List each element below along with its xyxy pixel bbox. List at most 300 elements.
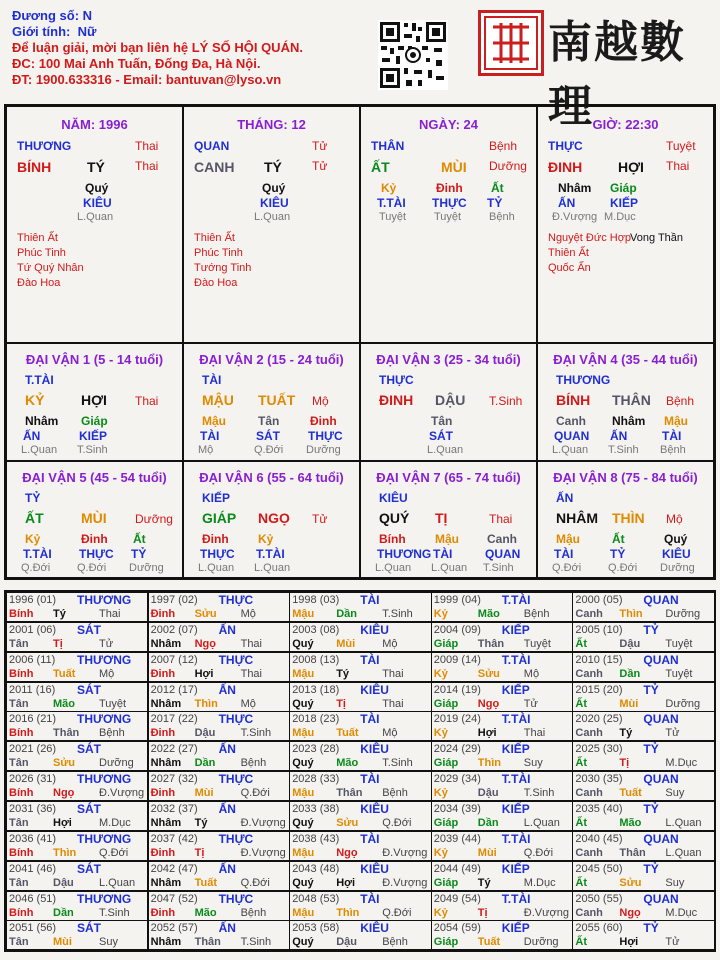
year-stem: Bính: [9, 906, 34, 919]
year-cell: [289, 652, 431, 682]
dai-van-stem: MẬU: [202, 392, 234, 408]
year-state: Đ.Vượng: [240, 816, 286, 829]
year-god: SÁT: [77, 742, 101, 757]
year-cell: [572, 741, 714, 771]
year-stem: Quý: [292, 816, 314, 829]
year-stem: Bính: [9, 667, 34, 680]
year-state: L.Quan: [665, 816, 702, 829]
hidden-state: Q.Đới: [77, 562, 107, 574]
year-state: M.Dục: [665, 906, 698, 919]
year-god: ẤN: [218, 801, 236, 816]
year-state: L.Quan: [665, 846, 702, 859]
special-star: Tướng Tinh: [194, 262, 252, 274]
special-star: Thiên Ất: [548, 247, 589, 259]
year-stem: Nhâm: [150, 637, 182, 650]
hidden-state: T.Sinh: [77, 444, 108, 456]
year-branch: Tuất: [53, 667, 76, 680]
year-label: 2053 (58): [292, 922, 340, 935]
dai-van-title: ĐẠI VẬN 5 (45 - 54 tuổi): [22, 470, 167, 485]
year-branch: Thân: [336, 787, 363, 800]
year-state: Tuyệt: [99, 697, 127, 710]
header-info: [12, 8, 303, 88]
year-label: 2002 (07): [150, 623, 198, 636]
year-branch: Sửu: [194, 608, 217, 620]
hidden-god: T.TÀI: [377, 196, 406, 210]
year-cell: [6, 652, 148, 682]
year-branch: Tuất: [194, 876, 217, 889]
year-stem: Kỷ: [433, 608, 448, 620]
year-stem: Canh: [575, 608, 603, 620]
year-state: Dưỡng: [523, 936, 559, 949]
dai-van-god: T.TÀI: [25, 373, 54, 387]
owner-label: Đương số:: [12, 8, 80, 23]
year-cell: [431, 652, 573, 682]
year-cell: [6, 741, 148, 771]
year-cell: [148, 622, 290, 652]
dai-van-branch: DẬU: [435, 392, 466, 408]
year-cell: [289, 592, 431, 622]
year-label: 2026 (31): [9, 773, 57, 786]
year-god: THỰC: [218, 772, 254, 787]
year-branch: Hợi: [194, 667, 214, 680]
pillar-branch: HỢI: [618, 159, 644, 175]
year-label: 2020 (25): [575, 713, 623, 726]
year-branch: Ngọ: [53, 787, 75, 800]
hidden-stem: Ất: [133, 532, 146, 546]
dai-van-cell: [183, 461, 360, 578]
year-stem: Canh: [575, 906, 603, 919]
dai-van-god: THỰC: [379, 373, 414, 387]
year-stem: Ất: [575, 637, 587, 650]
year-label: 2049 (54): [433, 892, 481, 905]
year-label: 2013 (18): [292, 683, 340, 696]
hidden-stem: Canh: [487, 532, 517, 546]
hidden-state: T.Sinh: [608, 444, 639, 456]
hidden-god: TÀI: [433, 547, 453, 561]
year-god: THỰC: [218, 652, 254, 667]
year-label: 2010 (15): [575, 653, 623, 666]
dai-van-branch: NGỌ: [258, 510, 290, 526]
year-cell: [289, 920, 431, 950]
hidden-state: Bệnh: [489, 211, 515, 223]
year-stem: Mậu: [292, 727, 315, 740]
year-label: 2040 (45): [575, 832, 623, 845]
year-stem: Quý: [292, 757, 314, 770]
year-state: Tử: [523, 697, 538, 710]
year-stem: Nhâm: [150, 816, 182, 829]
year-cell: [572, 891, 714, 921]
year-cell: [572, 592, 714, 622]
year-god: THỰC: [218, 831, 254, 846]
year-branch: Tý: [619, 727, 633, 740]
hidden-god: THỰC: [432, 196, 467, 210]
year-stem: Kỷ: [433, 667, 448, 680]
year-label: 2000 (05): [575, 594, 623, 606]
hidden-god: TỶ: [487, 196, 503, 210]
pillar-title: GIỜ: 22:30: [592, 117, 659, 132]
year-state: T.Sinh: [382, 608, 413, 620]
year-god: KIÊU: [360, 622, 389, 637]
hidden-stem: Quý: [85, 181, 109, 195]
year-cell: [148, 771, 290, 801]
year-god: T.TÀI: [501, 712, 531, 727]
hidden-stem: Nhâm: [25, 414, 59, 428]
year-label: 2045 (50): [575, 862, 623, 875]
year-cell: [572, 831, 714, 861]
year-stem: Đinh: [150, 846, 176, 859]
year-label: 2033 (38): [292, 802, 340, 815]
hidden-stem: Đinh: [202, 532, 229, 546]
year-cell: [6, 801, 148, 831]
year-label: 1997 (02): [150, 594, 198, 606]
year-stem: Canh: [575, 846, 603, 859]
pillar-stem: CANH: [194, 159, 235, 175]
year-label: 1999 (04): [433, 594, 481, 606]
year-cell: [431, 741, 573, 771]
year-god: KIÊU: [360, 682, 389, 697]
year-state: Đ.Vượng: [99, 787, 145, 800]
year-state: Q.Đới: [99, 846, 129, 859]
year-state: Thai: [240, 637, 262, 650]
pillar-branch-state: Thai: [666, 159, 690, 173]
special-star: Tứ Quý Nhân: [17, 262, 84, 274]
year-label: 2042 (47): [150, 862, 198, 875]
year-stem: Mậu: [292, 608, 315, 620]
year-cell: [431, 592, 573, 622]
year-state: Thai: [523, 727, 546, 740]
year-god: KIẾP: [501, 682, 530, 697]
pillar-god: QUAN: [194, 139, 230, 153]
pillar-god: THỰC: [548, 139, 583, 153]
dai-van-state: Mộ: [312, 394, 329, 408]
hidden-god: KIÊU: [662, 547, 691, 561]
owner-value: N: [82, 8, 93, 23]
year-god: KIẾP: [501, 801, 530, 816]
year-state: Dưỡng: [665, 608, 701, 620]
year-cell: [572, 861, 714, 891]
dai-van-title: ĐẠI VẬN 6 (55 - 64 tuổi): [199, 470, 344, 485]
year-stem: Nhâm: [150, 876, 182, 889]
year-branch: Sửu: [477, 667, 500, 680]
hidden-state: Q.Đới: [21, 562, 51, 574]
year-label: 2019 (24): [433, 713, 481, 726]
dai-van-god: TỶ: [25, 491, 41, 505]
year-branch: Thìn: [336, 906, 360, 919]
year-label: 2024 (29): [433, 743, 481, 756]
year-branch: Mùi: [194, 787, 214, 800]
year-cell: [289, 682, 431, 712]
year-cell: [6, 592, 148, 622]
year-branch: Sửu: [619, 876, 642, 889]
year-stem: Ất: [575, 757, 587, 770]
dai-van-cell: [6, 343, 183, 461]
dai-van-cell: [537, 461, 714, 578]
pillar-title: NGÀY: 24: [419, 117, 478, 132]
year-god: TÀI: [360, 712, 380, 727]
year-label: 2017 (22): [150, 713, 198, 726]
dai-van-state: Dưỡng: [135, 512, 173, 526]
year-state: Q.Đới: [382, 816, 412, 829]
year-state: M.Dục: [99, 816, 131, 829]
pillar-branch-state: Tử: [312, 159, 328, 173]
year-label: 2051 (56): [9, 922, 57, 935]
year-cell: [6, 861, 148, 891]
year-god: ẤN: [218, 742, 236, 757]
year-stem: Quý: [292, 637, 314, 650]
year-stem: Bính: [9, 787, 34, 800]
year-god: TỶ: [643, 682, 659, 697]
hidden-stem: Đinh: [436, 181, 463, 195]
pillar-title: THÁNG: 12: [237, 117, 306, 132]
pillar-cell: [360, 106, 537, 343]
year-god: KIẾP: [501, 742, 530, 757]
hidden-stem: Nhâm: [612, 414, 646, 428]
year-god: T.TÀI: [501, 652, 531, 667]
year-god: THỰC: [218, 712, 254, 727]
year-state: Bệnh: [382, 936, 408, 949]
year-cell: [289, 891, 431, 921]
year-label: 2011 (16): [9, 683, 56, 696]
year-god: QUAN: [643, 652, 679, 667]
hidden-stem: Kỷ: [258, 532, 274, 546]
dai-van-state: Thai: [489, 512, 513, 526]
year-label: 2041 (46): [9, 862, 57, 875]
hidden-god: KIẾP: [79, 429, 108, 443]
year-stem: Kỷ: [433, 787, 448, 800]
hidden-state: L.Quan: [427, 444, 464, 456]
year-branch: Ngọ: [194, 637, 216, 650]
year-cell: [431, 861, 573, 891]
hidden-god: KIÊU: [83, 196, 112, 210]
special-star: Quốc Ấn: [548, 262, 591, 274]
year-label: 2008 (13): [292, 653, 340, 666]
year-branch: Mão: [336, 757, 359, 770]
year-cell: [6, 682, 148, 712]
year-cell: [431, 920, 573, 950]
year-branch: Dậu: [336, 936, 357, 949]
year-label: 2018 (23): [292, 713, 340, 726]
year-god: TỶ: [643, 921, 659, 936]
hidden-god: KIẾP: [610, 196, 639, 210]
year-god: TÀI: [360, 891, 380, 906]
year-branch: Dậu: [53, 876, 74, 889]
year-branch: Tuất: [619, 787, 642, 800]
year-stem: Canh: [575, 787, 603, 800]
year-state: Bệnh: [240, 757, 267, 770]
year-stem: Kỷ: [433, 906, 448, 919]
year-branch: Tị: [477, 906, 488, 919]
year-label: 2034 (39): [433, 802, 481, 815]
red-seal-icon: [478, 10, 544, 76]
year-god: SÁT: [77, 682, 101, 697]
dai-van-cell: [6, 461, 183, 578]
year-cell: [148, 592, 290, 622]
dai-van-branch: THÌN: [612, 510, 645, 526]
special-star: Thiên Ất: [17, 232, 58, 244]
year-state: Đ.Vượng: [523, 906, 569, 919]
year-branch: Thân: [477, 637, 505, 650]
hidden-stem: Quý: [262, 181, 286, 195]
pillar-branch: TÝ: [264, 159, 282, 175]
hidden-state: L.Quan: [552, 444, 589, 456]
year-label: 2012 (17): [150, 683, 198, 696]
year-cell: [289, 861, 431, 891]
year-stem: Đinh: [150, 608, 176, 620]
hidden-state: T.Sinh: [483, 562, 514, 574]
hidden-god: KIÊU: [260, 196, 289, 210]
year-god: QUAN: [643, 712, 679, 727]
pillar-god-state: Thai: [135, 139, 159, 153]
year-state: Bệnh: [240, 906, 267, 919]
logo-text: 南越數理: [548, 17, 686, 132]
year-cell: [572, 711, 714, 741]
year-label: 2006 (11): [9, 653, 56, 666]
year-label: 2035 (40): [575, 802, 623, 815]
year-cell: [572, 622, 714, 652]
year-god: ẤN: [218, 921, 236, 936]
year-branch: Tuất: [477, 936, 501, 949]
dai-van-stem: GIÁP: [202, 510, 237, 526]
year-cell: [6, 831, 148, 861]
hidden-state: Dưỡng: [306, 444, 341, 456]
dai-van-state: Bệnh: [666, 394, 695, 408]
special-star: Phúc Tinh: [194, 247, 243, 259]
year-label: 2030 (35): [575, 773, 623, 786]
year-label: 2025 (30): [575, 743, 623, 756]
hidden-stem: Giáp: [81, 414, 108, 428]
yearly-table: [4, 590, 716, 952]
hidden-stem: Giáp: [610, 181, 637, 195]
year-label: 1998 (03): [292, 594, 340, 606]
year-branch: Tuất: [336, 727, 359, 740]
hidden-state: Đ.Vượng: [552, 211, 598, 223]
hidden-stem: Mậu: [435, 532, 459, 546]
hidden-state: L.Quan: [77, 211, 114, 223]
year-state: Thai: [382, 697, 404, 710]
dai-van-god: THƯƠNG: [556, 373, 611, 387]
year-branch: Tý: [336, 667, 350, 680]
hidden-god: T.TÀI: [23, 547, 52, 561]
hidden-god: TỶ: [610, 547, 626, 561]
year-state: Suy: [99, 936, 118, 949]
special-star: Thiên Ất: [194, 232, 235, 244]
year-label: 2023 (28): [292, 743, 340, 756]
dai-van-god: TÀI: [202, 373, 222, 387]
year-label: 2001 (06): [9, 623, 57, 636]
year-stem: Canh: [575, 727, 603, 740]
year-state: Mộ: [99, 667, 115, 680]
gender-label: Giới tính:: [12, 24, 71, 39]
hidden-state: L.Quan: [21, 444, 58, 456]
hidden-stem: Quý: [664, 532, 688, 546]
year-label: 2014 (19): [433, 683, 481, 696]
year-cell: [431, 831, 573, 861]
hidden-stem: Ất: [612, 532, 625, 546]
year-god: QUAN: [643, 772, 679, 787]
year-cell: [289, 622, 431, 652]
year-branch: Dần: [194, 757, 216, 770]
hidden-state: Tuyệt: [434, 211, 462, 223]
year-stem: Giáp: [433, 816, 459, 829]
year-branch: Thân: [53, 727, 80, 740]
year-label: 2054 (59): [433, 922, 481, 935]
year-label: 2003 (08): [292, 623, 340, 636]
year-label: 2022 (27): [150, 743, 198, 756]
hidden-stem: Kỷ: [25, 532, 41, 546]
dai-van-stem: KỶ: [25, 392, 45, 408]
year-branch: Ngọ: [619, 906, 641, 919]
year-branch: Mão: [619, 816, 642, 829]
year-cell: [148, 920, 290, 950]
pillar-stem: ẤT: [371, 159, 390, 175]
hidden-god: TỶ: [131, 547, 147, 561]
dai-van-cell: [360, 343, 537, 461]
year-state: Q.Đới: [240, 876, 270, 889]
hidden-state: Q.Đới: [552, 562, 582, 574]
pillar-cell: [6, 106, 183, 343]
dai-van-god: ẤN: [556, 491, 574, 505]
year-stem: Tân: [9, 637, 29, 650]
year-state: Thai: [382, 667, 404, 680]
year-branch: Thân: [194, 936, 221, 949]
hidden-god: SÁT: [256, 429, 280, 443]
year-label: 2047 (52): [150, 892, 198, 905]
year-stem: Mậu: [292, 906, 315, 919]
year-stem: Đinh: [150, 906, 176, 919]
year-label: 2016 (21): [9, 713, 57, 726]
special-star: Đào Hoa: [194, 277, 238, 289]
year-cell: [289, 711, 431, 741]
hidden-state: Q.Đới: [608, 562, 638, 574]
year-state: Bệnh: [382, 787, 408, 800]
year-cell: [148, 711, 290, 741]
year-state: L.Quan: [523, 816, 560, 829]
year-cell: [148, 741, 290, 771]
year-cell: [6, 920, 148, 950]
year-stem: Bính: [9, 846, 34, 859]
year-state: Suy: [665, 787, 685, 800]
year-state: T.Sinh: [240, 936, 272, 949]
hidden-stem: Tân: [431, 414, 453, 428]
pillar-god-state: Tử: [312, 139, 328, 153]
hidden-god: ẤN: [558, 196, 576, 210]
hidden-stem: Mậu: [202, 414, 226, 428]
year-stem: Tân: [9, 757, 29, 770]
hidden-stem: Đinh: [310, 414, 337, 428]
hidden-god: TÀI: [200, 429, 220, 443]
pillar-branch-state: Thai: [135, 159, 159, 173]
year-stem: Giáp: [433, 876, 459, 889]
year-stem: Tân: [9, 697, 29, 710]
year-label: 2055 (60): [575, 922, 623, 935]
year-branch: Tý: [53, 608, 66, 620]
hidden-state: Mộ: [198, 444, 214, 456]
year-state: M.Dục: [665, 757, 698, 770]
hidden-stem: Tân: [258, 414, 280, 428]
hidden-state: L.Quan: [198, 562, 235, 574]
year-branch: Tý: [194, 816, 208, 829]
hidden-state: Dưỡng: [129, 562, 164, 574]
year-branch: Ngọ: [477, 697, 500, 710]
year-state: T.Sinh: [99, 906, 130, 919]
year-branch: Hợi: [336, 876, 356, 889]
special-star: Vong Thần: [630, 232, 684, 244]
pillar-branch: TÝ: [87, 159, 105, 175]
year-god: KIÊU: [360, 861, 389, 876]
year-god: THỰC: [218, 891, 254, 906]
year-cell: [572, 801, 714, 831]
year-state: T.Sinh: [523, 787, 555, 800]
